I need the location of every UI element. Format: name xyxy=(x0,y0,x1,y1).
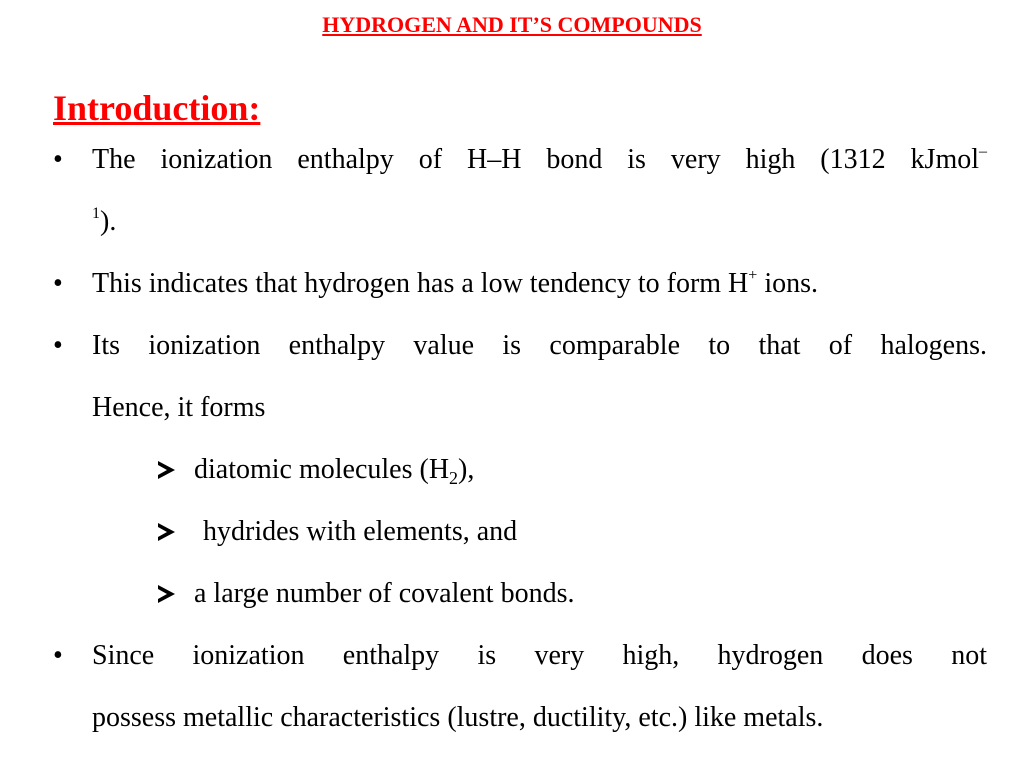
bullet-item-comparable-halogens xyxy=(53,315,987,625)
bullet-2-superscript-plus: + xyxy=(748,267,758,284)
bullet-1-line-2-end: ). xyxy=(100,206,117,237)
bullet-icon: • xyxy=(53,144,63,175)
sub-item-3-text: a large number of covalent bonds. xyxy=(194,578,575,609)
sub-item-1-text-before: diatomic molecules (H xyxy=(194,454,450,485)
bullet-icon: • xyxy=(53,640,63,671)
arrowhead-icon xyxy=(158,585,175,603)
slide-title: HYDROGEN AND IT’S COMPOUNDS xyxy=(322,12,702,37)
bullet-icon: • xyxy=(53,330,63,361)
bullet-item-low-tendency xyxy=(53,253,987,315)
bullet-list xyxy=(53,129,987,749)
bullet-2-line xyxy=(92,253,987,315)
bullet-1-line-1 xyxy=(92,129,987,191)
sub-bullet-list xyxy=(92,439,987,625)
sub-item-1-text-after: ), xyxy=(458,454,475,485)
bullet-item-metallic-characteristics xyxy=(53,625,987,749)
bullet-item-ionization-enthalpy xyxy=(53,129,987,253)
bullet-4-line-2: possess metallic characteristics (lustre, ductility, etc.) like metals. xyxy=(92,702,824,733)
bullet-1-superscript-minus: – xyxy=(979,143,987,160)
bullet-3-line-1: Its ionization enthalpy value is comparable to that of halogens. xyxy=(92,330,987,361)
sub-item-1-text xyxy=(194,454,475,488)
arrowhead-icon xyxy=(158,461,175,479)
bullet-1-line-2 xyxy=(92,191,987,253)
bullet-3-line-2: Hence, it forms xyxy=(92,392,266,423)
sub-item-covalent-bonds xyxy=(158,563,987,625)
sub-item-diatomic-molecules xyxy=(158,439,987,501)
arrowhead-icon xyxy=(158,523,175,541)
bullet-1-text: The ionization enthalpy of H–H bond is very high (1312 kJmol xyxy=(92,144,979,175)
sub-item-hydrides xyxy=(158,501,987,563)
sub-item-1-subscript: 2 xyxy=(449,468,459,488)
sub-item-2-text: hydrides with elements, and xyxy=(203,516,518,547)
bullet-2-text-after: ions. xyxy=(757,268,818,299)
section-heading-introduction: Introduction: xyxy=(53,88,261,128)
bullet-icon: • xyxy=(53,268,63,299)
bullet-4-line-1: Since ionization enthalpy is very high, hydrogen does not xyxy=(92,640,987,671)
bullet-1-superscript-one: 1 xyxy=(92,205,100,222)
bullet-2-text-before: This indicates that hydrogen has a low tendency to form H xyxy=(92,268,749,299)
